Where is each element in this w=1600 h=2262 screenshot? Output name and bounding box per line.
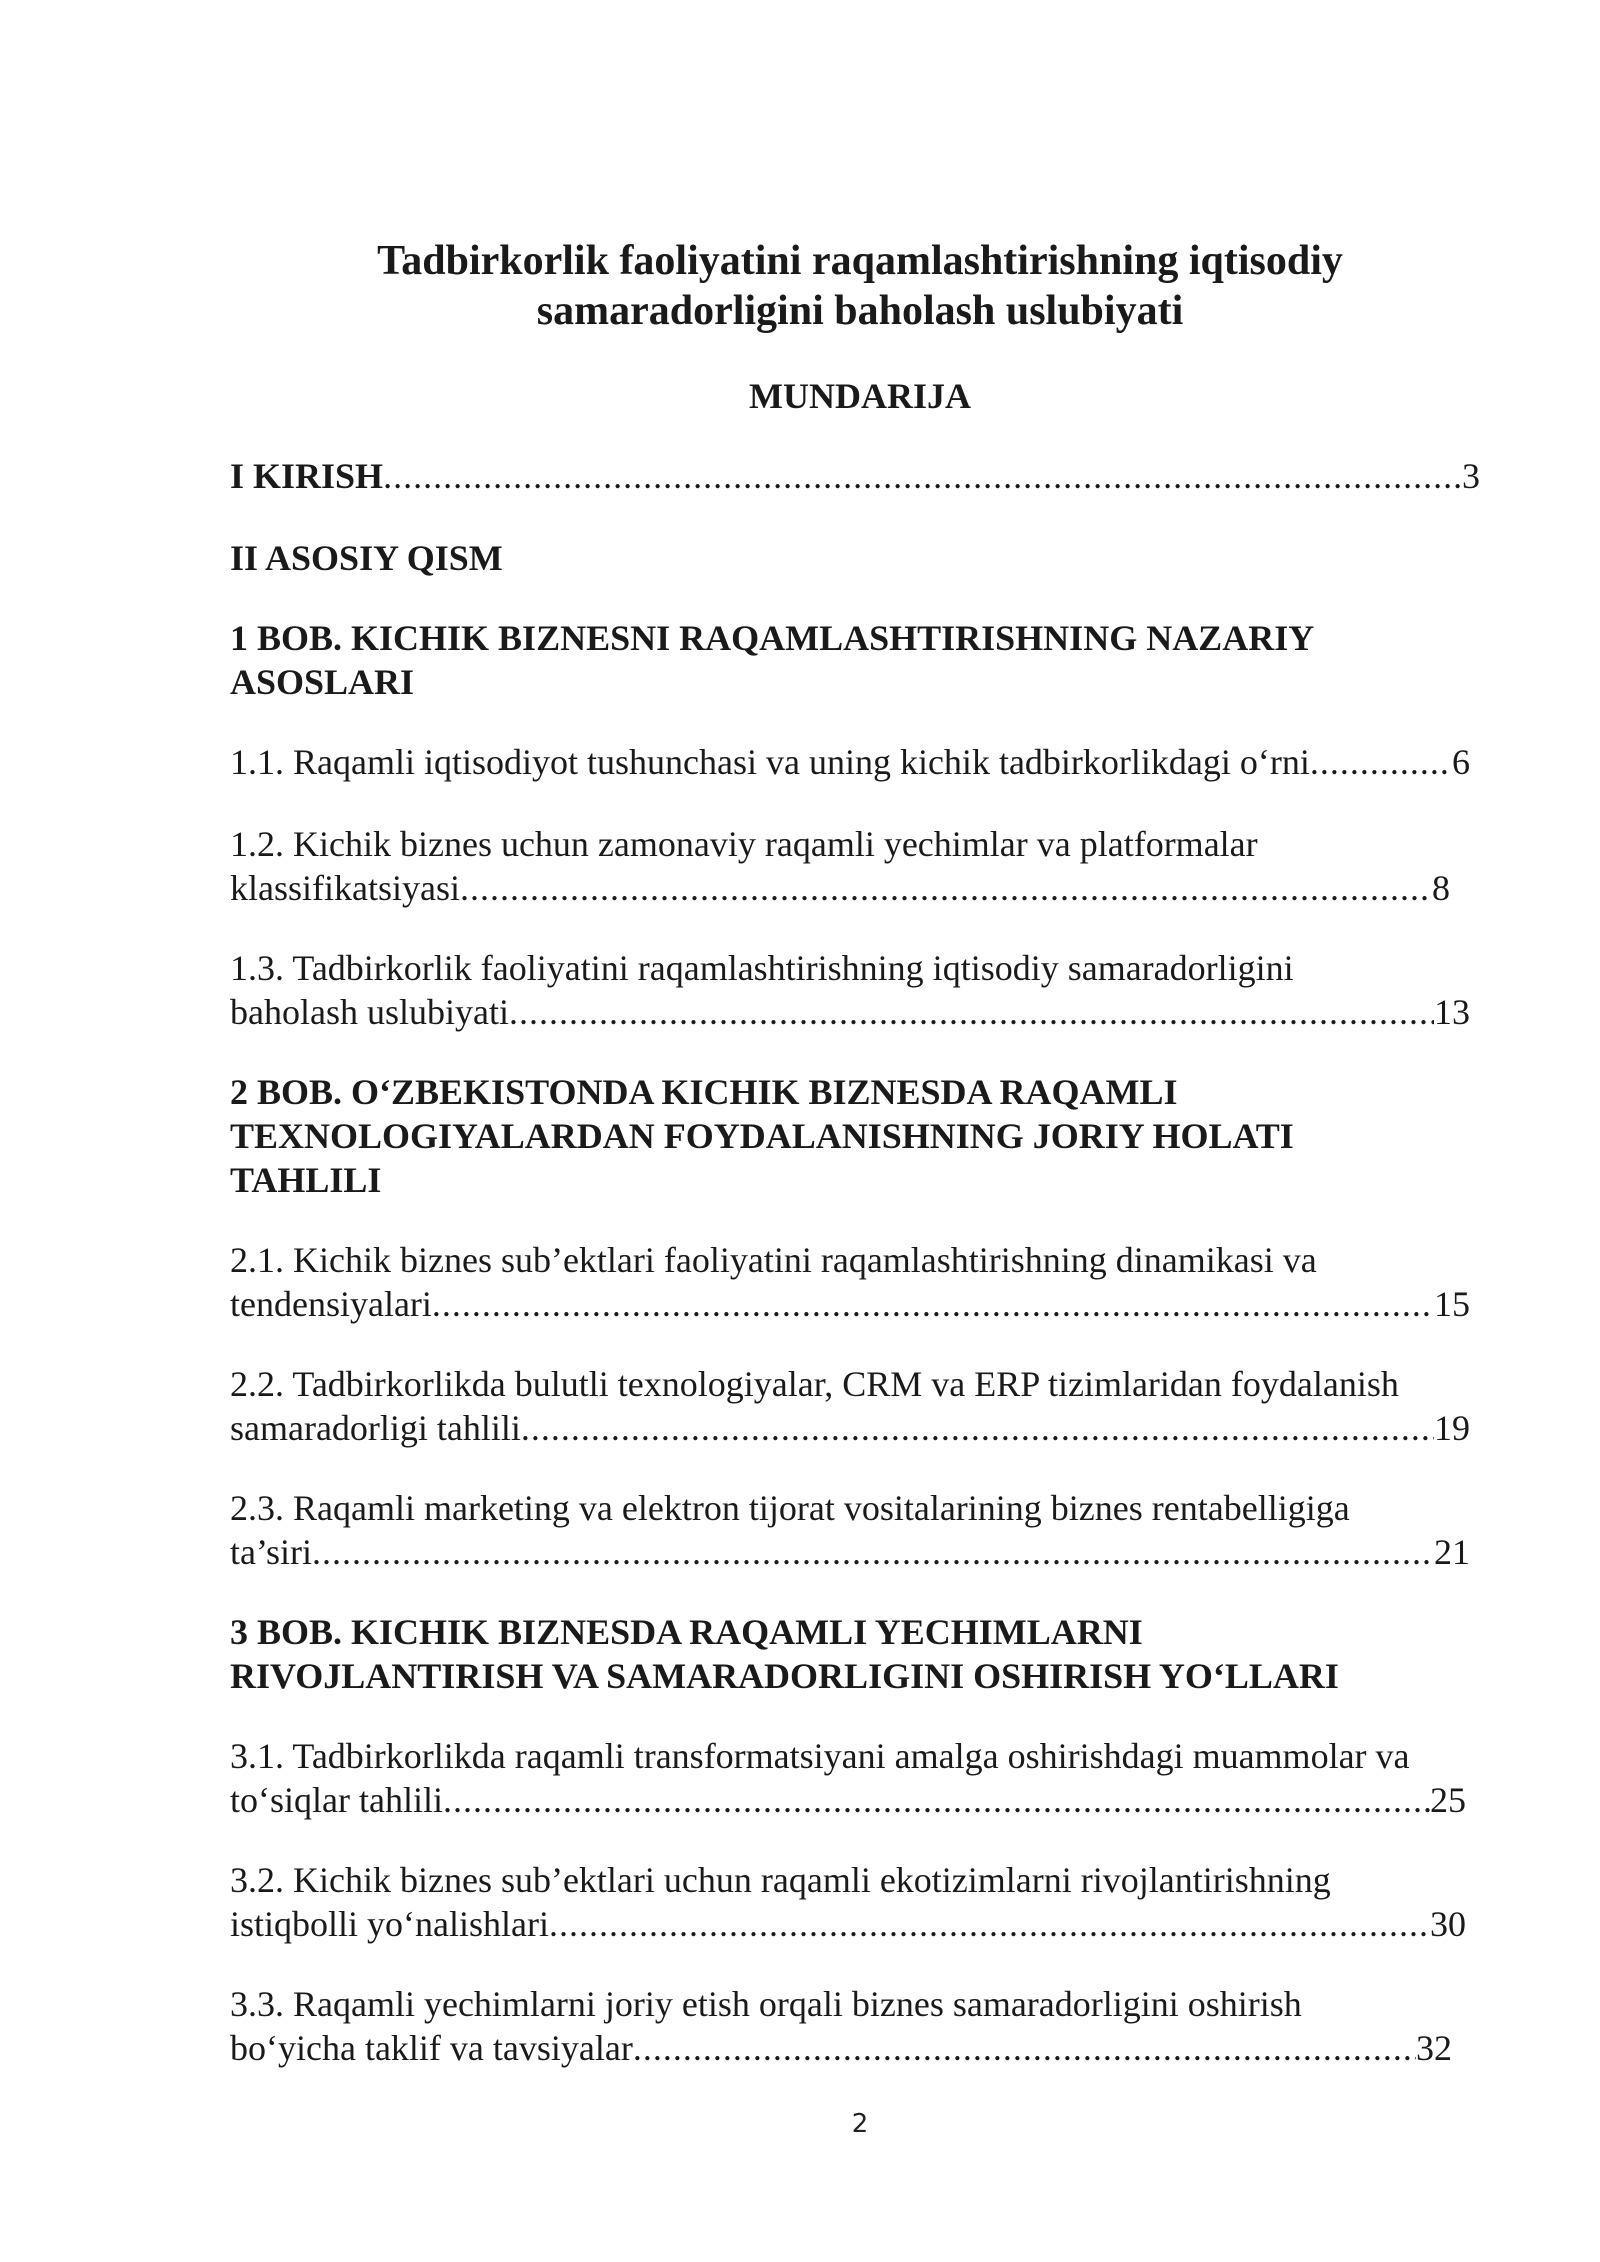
toc-entry-text: 1.2. Kichik biznes uchun zamonaviy raqamli yechimlar va platformalar: [230, 824, 1258, 864]
toc-entry-text: 2.2. Tadbirkorlikda bulutli texnologiyalar, CRM va ERP tizimlaridan foydalanish: [230, 1364, 1399, 1404]
chapter-line-1: 2 BOB. O‘ZBEKISTONDA KICHIK BIZNESDA RAQAMLI: [230, 1072, 1178, 1112]
dot-leader: [521, 1406, 1434, 1450]
dot-leader: [1310, 740, 1452, 784]
toc-entry-text-cont: baholash uslubiyati: [230, 992, 509, 1032]
toc-entry-text: 3.1. Tadbirkorlikda raqamli transformatsiyani amalga oshirishdagi muammolar va: [230, 1736, 1410, 1776]
dot-leader: [460, 866, 1432, 910]
toc-entry-page: 19: [1434, 1408, 1470, 1448]
toc-entry-3-3[interactable]: [230, 1982, 1452, 2070]
toc-entry-text-cont: ta’siri: [230, 1532, 312, 1572]
chapter-line-2: TEXNOLOGIYALARDAN FOYDALANISHNING JORIY HOLATI: [230, 1116, 1294, 1156]
dot-leader: [312, 1530, 1434, 1574]
chapter-line-2: ASOSLARI: [230, 662, 415, 702]
toc-entry-text: 3.2. Kichik biznes sub’ektlari uchun raqamli ekotizimlarni rivojlantirishning: [230, 1860, 1331, 1900]
toc-entry-page: 6: [1452, 742, 1470, 782]
toc-chapter-3[interactable]: [230, 1610, 1490, 1698]
dot-leader: [509, 990, 1434, 1034]
toc-entry-text: 3.3. Raqamli yechimlarni joriy etish orqali biznes samaradorligini oshirish: [230, 1984, 1302, 2024]
toc-entry-3-1[interactable]: [230, 1734, 1466, 1822]
toc-part-text: II ASOSIY QISM: [230, 538, 503, 578]
dot-leader: [549, 1902, 1430, 1946]
toc-entry-text: 1.1. Raqamli iqtisodiyot tushunchasi va uning kichik tadbirkorlikdagi o‘rni: [230, 742, 1310, 782]
toc-entry-page: 32: [1416, 2028, 1452, 2068]
toc-chapter-2[interactable]: [230, 1070, 1490, 1202]
page-number: 2: [851, 2109, 869, 2139]
toc-entry-page: 8: [1432, 868, 1450, 908]
dot-leader: [633, 2026, 1416, 2070]
chapter-line-3: TAHLILI: [230, 1160, 382, 1200]
toc-entry-text-cont: istiqbolli yo‘nalishlari: [230, 1904, 549, 1944]
toc-entry-text: 2.1. Kichik biznes sub’ektlari faoliyatini raqamlashtirishning dinamikasi va: [230, 1240, 1317, 1280]
dot-leader: [432, 1282, 1434, 1326]
toc-entry-text-cont: klassifikatsiyasi: [230, 868, 460, 908]
toc-entry-text-cont: bo‘yicha taklif va tavsiyalar: [230, 2028, 633, 2068]
toc-entry-1-3[interactable]: [230, 946, 1470, 1034]
toc-entry-page: 3: [1462, 456, 1480, 496]
document-title-line-2: samaradorligini baholash uslubiyati: [536, 288, 1184, 334]
chapter-line-1: 3 BOB. KICHIK BIZNESDA RAQAMLI YECHIMLARNI: [230, 1612, 1143, 1652]
toc-entry-text-cont: to‘siqlar tahlili: [230, 1780, 443, 1820]
chapter-line-1: 1 BOB. KICHIK BIZNESNI RAQAMLASHTIRISHNING NAZARIY: [230, 618, 1315, 658]
toc-entry-text-cont: tendensiyalari: [230, 1284, 432, 1324]
toc-chapter-1[interactable]: [230, 616, 1490, 704]
toc-part-main: [230, 536, 1490, 580]
toc-entry-1-2[interactable]: [230, 822, 1450, 910]
toc-entry-3-2[interactable]: [230, 1858, 1466, 1946]
toc-entry-page: 25: [1430, 1780, 1466, 1820]
toc-entry-2-2[interactable]: [230, 1362, 1470, 1450]
toc-entry-2-1[interactable]: [230, 1238, 1470, 1326]
dot-leader: [443, 1778, 1430, 1822]
chapter-line-2: RIVOJLANTIRISH VA SAMARADORLIGINI OSHIRISH YO‘LLARI: [230, 1656, 1339, 1696]
toc-entry-text: I KIRISH: [230, 456, 384, 496]
toc-entry-2-3[interactable]: [230, 1486, 1470, 1574]
document-title-line-1: Tadbirkorlik faoliyatini raqamlashtirishning iqtisodiy: [377, 238, 1343, 284]
toc-entry-intro[interactable]: [230, 454, 1480, 498]
dot-leader: [383, 454, 1462, 498]
toc-entry-1-1[interactable]: [230, 740, 1470, 784]
toc-heading: MUNDARIJA: [749, 376, 971, 416]
toc-entry-text: 2.3. Raqamli marketing va elektron tijorat vositalarining biznes rentabelligiga: [230, 1488, 1350, 1528]
toc-entry-page: 30: [1430, 1904, 1466, 1944]
toc-entry-text-cont: samaradorligi tahlili: [230, 1408, 521, 1448]
toc-entry-page: 21: [1434, 1532, 1470, 1572]
document-title: [200, 236, 1520, 336]
toc-entry-page: 15: [1434, 1284, 1470, 1324]
toc-entry-page: 13: [1434, 992, 1470, 1032]
toc-entry-text: 1.3. Tadbirkorlik faoliyatini raqamlashtirishning iqtisodiy samaradorligini: [230, 948, 1294, 988]
